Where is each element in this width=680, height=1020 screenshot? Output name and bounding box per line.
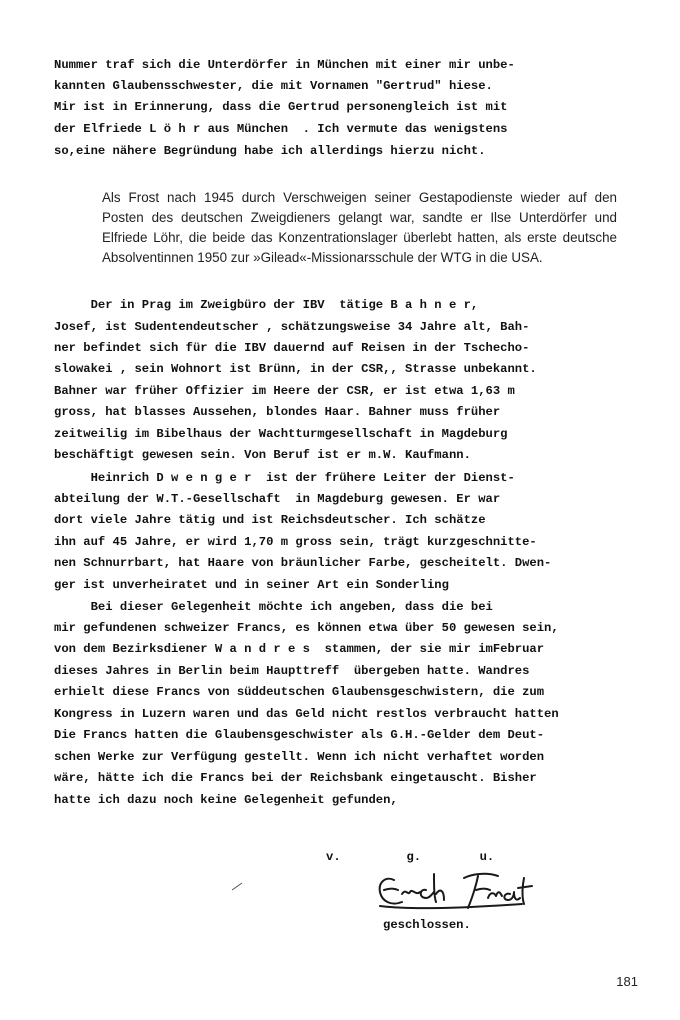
handwritten-signature: [372, 866, 542, 916]
typed-line: nen Schnurrbart, hat Haare von bräunlicher Farbe, gescheitelt. Dwen-: [54, 556, 552, 570]
editorial-annotation: Als Frost nach 1945 durch Verschweigen seiner Gestapodienste wieder auf den Posten des deutschen Zweigdieners gelangt war, sandte er Ilse Unterdörfer und Elfriede Löhr, die beide das Konzentrationslager überlebt hatten, als erste deutsche Absolventinnen 1950 zur »Gilead«-Missionarsschule der WTG in die USA.: [102, 190, 617, 265]
typed-line: von dem Bezirksdiener W a n d r e s stammen, der sie mir imFebruar: [54, 642, 545, 656]
typed-line: Nummer traf sich die Unterdörfer in München mit einer mir unbe-: [54, 58, 515, 72]
typed-line: Der in Prag im Zweigbüro der IBV tätige B a h n e r,: [54, 298, 479, 312]
typed-line: so,eine nähere Begründung habe ich allerdings hierzu nicht.: [54, 144, 486, 158]
typed-line: Bei dieser Gelegenheit möchte ich angeben, dass die bei: [54, 600, 493, 614]
typed-line: Bahner war früher Offizier im Heere der CSR, er ist etwa 1,63 m: [54, 384, 515, 398]
typed-line: zeitweilig im Bibelhaus der Wachtturmgesellschaft in Magdeburg: [54, 427, 508, 441]
typed-line: dieses Jahres in Berlin beim Haupttreff übergeben hatte. Wandres: [54, 664, 530, 678]
stray-ink-mark: [230, 880, 244, 892]
typed-line: ihn auf 45 Jahre, er wird 1,70 m gross sein, trägt kurzgeschnitte-: [54, 535, 537, 549]
typed-line: Kongress in Luzern waren und das Geld nicht restlos verbraucht hatten: [54, 707, 559, 721]
typed-line: Josef, ist Sudentendeutscher , schätzungsweise 34 Jahre alt, Bah-: [54, 320, 530, 334]
closing-abbreviation: v. g. u.: [326, 850, 495, 864]
typed-line: schen Werke zur Verfügung gestellt. Wenn ich nicht verhaftet worden: [54, 750, 545, 764]
typed-line: abteilung der W.T.-Gesellschaft in Magdeburg gewesen. Er war: [54, 492, 501, 506]
typed-line: kannten Glaubensschwester, die mit Vornamen "Gertrud" hiese.: [54, 79, 493, 93]
closing-word: geschlossen.: [383, 918, 471, 932]
typed-line: Heinrich D w e n g e r ist der frühere Leiter der Dienst-: [54, 471, 515, 485]
typed-line: Mir ist in Erinnerung, dass die Gertrud personengleich ist mit: [54, 100, 508, 114]
typed-line: der Elfriede L ö h r aus München . Ich vermute das wenigstens: [54, 122, 508, 136]
typed-line: Die Francs hatten die Glaubensgeschwister als G.H.-Gelder dem Deut-: [54, 728, 545, 742]
page-number: 181: [616, 974, 638, 989]
typed-line: erhielt diese Francs von süddeutschen Glaubensgeschwistern, die zum: [54, 685, 545, 699]
typed-line: dort viele Jahre tätig und ist Reichsdeutscher. Ich schätze: [54, 513, 486, 527]
typed-line: beschäftigt gewesen sein. Von Beruf ist er m.W. Kaufmann.: [54, 448, 471, 462]
typed-line: mir gefundenen schweizer Francs, es können etwa über 50 gewesen sein,: [54, 621, 559, 635]
typed-line: ger ist unverheiratet und in seiner Art ein Sonderling: [54, 578, 449, 592]
typed-line: wäre, hätte ich die Francs bei der Reichsbank eingetauscht. Bisher: [54, 771, 537, 785]
typed-line: ner befindet sich für die IBV dauernd auf Reisen in der Tschecho-: [54, 341, 530, 355]
typed-line: slowakei , sein Wohnort ist Brünn, in der CSR,, Strasse unbekannt.: [54, 362, 537, 376]
typed-line: gross, hat blasses Aussehen, blondes Haar. Bahner muss früher: [54, 405, 501, 419]
typed-line: hatte ich dazu noch keine Gelegenheit gefunden,: [54, 793, 398, 807]
